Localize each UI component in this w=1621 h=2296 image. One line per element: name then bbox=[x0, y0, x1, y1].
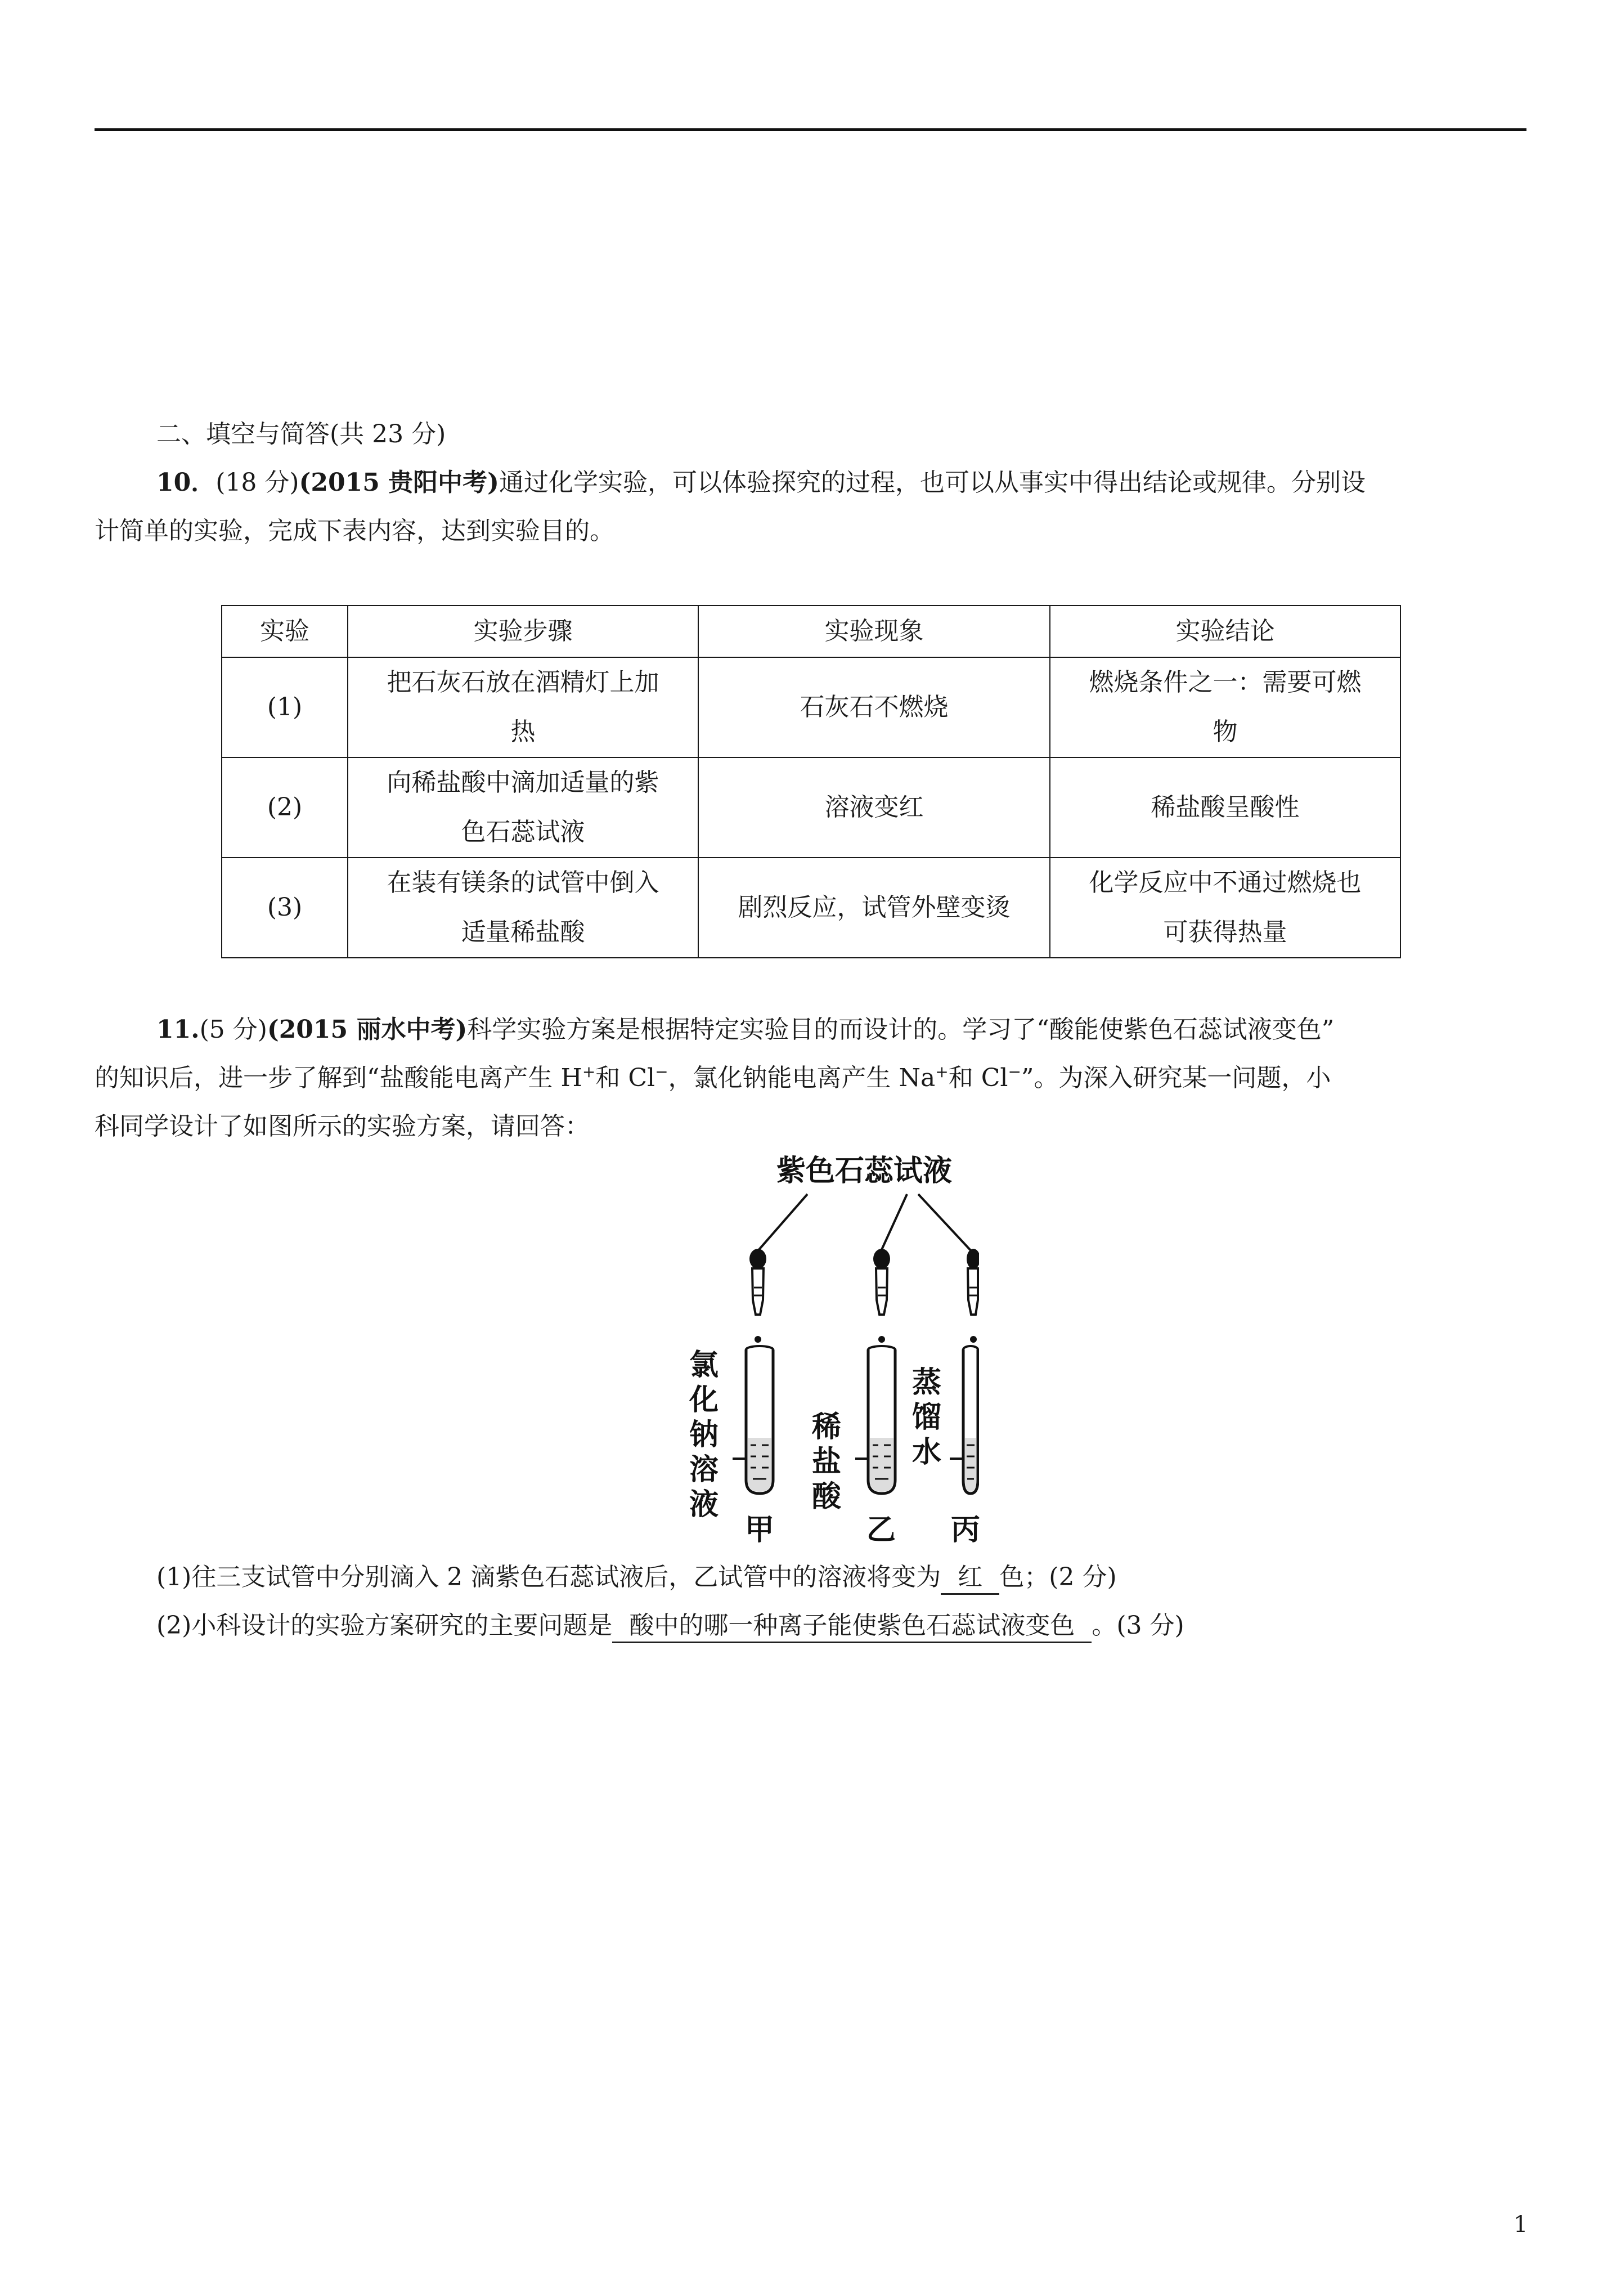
header-cell: 实验现象 bbox=[698, 606, 1050, 657]
step-line: 热 bbox=[510, 718, 536, 746]
test-tube-yi bbox=[855, 1346, 895, 1494]
q10-score: (18 分) bbox=[215, 468, 299, 497]
table-row bbox=[222, 858, 1400, 958]
tube-bing-solution-label: 蒸馏水 bbox=[911, 1366, 941, 1469]
step-line: 色石蕊试液 bbox=[461, 818, 585, 846]
header-cell: 实验结论 bbox=[1050, 606, 1400, 657]
q11-line-2 bbox=[95, 1061, 1331, 1095]
q11-line-1 bbox=[156, 1013, 1334, 1047]
text-run: 和 Cl bbox=[595, 1064, 655, 1092]
dropper-jia bbox=[749, 1249, 766, 1343]
q10-source: (2015 贵阳中考) bbox=[299, 468, 499, 497]
superscript: + bbox=[935, 1062, 949, 1081]
row-number: (3) bbox=[222, 858, 348, 958]
question-text: 。(3 分) bbox=[1092, 1611, 1184, 1640]
experiment-table bbox=[221, 605, 1401, 958]
text-run: ，氯化钠能电离产生 Na bbox=[668, 1064, 936, 1092]
q11-text-1: 科学实验方案是根据特定实验目的而设计的。学习了“酸能使紫色石蕊试液变色” bbox=[467, 1015, 1335, 1044]
question-text: (1)往三支试管中分别滴入 2 滴紫色石蕊试液后，乙试管中的溶液将变为 bbox=[156, 1563, 941, 1591]
step-cell bbox=[348, 757, 698, 858]
text-run: 的知识后，进一步了解到“盐酸能电离产生 H bbox=[95, 1064, 582, 1092]
phenomenon-cell: 剧烈反应，试管外壁变烫 bbox=[698, 858, 1050, 958]
q10-line-2: 计简单的实验，完成下表内容，达到实验目的。 bbox=[95, 517, 614, 545]
header-rule bbox=[95, 128, 1526, 131]
pointer-line bbox=[918, 1194, 972, 1252]
q10-line-1 bbox=[156, 466, 1366, 500]
step-cell bbox=[348, 657, 698, 757]
pointer-line bbox=[881, 1194, 907, 1252]
q11-score: (5 分) bbox=[199, 1015, 267, 1044]
table-row bbox=[222, 757, 1400, 858]
row-number: (1) bbox=[222, 657, 348, 757]
superscript: − bbox=[655, 1062, 668, 1081]
q11-source: (2015 丽水中考) bbox=[267, 1015, 468, 1044]
header-cell: 实验步骤 bbox=[348, 606, 698, 657]
q11-line-3: 科同学设计了如图所示的实验方案，请回答： bbox=[95, 1112, 590, 1141]
header-cell: 实验 bbox=[222, 606, 348, 657]
tube-bing-label: 丙 bbox=[951, 1513, 981, 1547]
tube-yi-label: 乙 bbox=[866, 1513, 896, 1547]
q11-sub-question-1 bbox=[156, 1560, 1117, 1595]
pointer-line bbox=[757, 1194, 807, 1252]
superscript: + bbox=[582, 1062, 596, 1081]
q10-text-1: 通过化学实验，可以体验探究的过程，也可以从事实中得出结论或规律。分别设 bbox=[499, 468, 1366, 497]
text-run: ”。为深入研究某一问题，小 bbox=[1021, 1064, 1331, 1092]
tube-jia-solution-label: 氯化钠溶液 bbox=[689, 1348, 719, 1522]
page-number: 1 bbox=[1514, 2212, 1528, 2237]
step-line: 向稀盐酸中滴加适量的紫 bbox=[387, 768, 659, 797]
test-tube-bing bbox=[950, 1346, 978, 1494]
conclusion-cell bbox=[1050, 657, 1400, 757]
tube-yi-solution-label: 稀盐酸 bbox=[811, 1410, 841, 1514]
q10-number: 10． bbox=[156, 468, 216, 497]
answer-blank-2: 酸中的哪一种离子能使紫色石蕊试液变色 bbox=[612, 1610, 1092, 1643]
conclusion-line: 物 bbox=[1213, 718, 1238, 746]
table-row bbox=[222, 657, 1400, 757]
step-line: 适量稀盐酸 bbox=[461, 918, 585, 947]
dropper-bing bbox=[967, 1249, 979, 1343]
test-tube-jia bbox=[733, 1346, 773, 1494]
q11-number: 11. bbox=[156, 1015, 200, 1044]
phenomenon-cell: 溶液变红 bbox=[698, 757, 1050, 858]
step-line: 把石灰石放在酒精灯上加 bbox=[387, 668, 659, 697]
step-cell bbox=[348, 858, 698, 958]
reagent-label: 紫色石蕊试液 bbox=[776, 1154, 953, 1188]
section-title: 二、填空与简答(共 23 分) bbox=[156, 420, 446, 449]
conclusion-line: 燃烧条件之一：需要可燃 bbox=[1089, 668, 1362, 697]
question-text: (2)小科设计的实验方案研究的主要问题是 bbox=[156, 1611, 613, 1640]
dropper-yi bbox=[873, 1249, 890, 1343]
table-header-row bbox=[222, 606, 1400, 657]
conclusion-cell: 稀盐酸呈酸性 bbox=[1050, 757, 1400, 858]
conclusion-line: 化学反应中不通过燃烧也 bbox=[1089, 868, 1362, 897]
tube-jia-label: 甲 bbox=[745, 1513, 775, 1547]
q11-sub-question-2 bbox=[156, 1609, 1184, 1643]
superscript: − bbox=[1008, 1062, 1021, 1081]
phenomenon-cell: 石灰石不燃烧 bbox=[698, 657, 1050, 757]
question-text: 色；(2 分) bbox=[999, 1563, 1117, 1591]
row-number: (2) bbox=[222, 757, 348, 858]
step-line: 在装有镁条的试管中倒入 bbox=[387, 868, 659, 897]
conclusion-line: 可获得热量 bbox=[1163, 918, 1287, 947]
text-run: 和 Cl bbox=[948, 1064, 1008, 1092]
answer-blank-1: 红 bbox=[941, 1562, 999, 1595]
conclusion-cell bbox=[1050, 858, 1400, 958]
litmus-experiment-diagram bbox=[686, 1148, 979, 1559]
